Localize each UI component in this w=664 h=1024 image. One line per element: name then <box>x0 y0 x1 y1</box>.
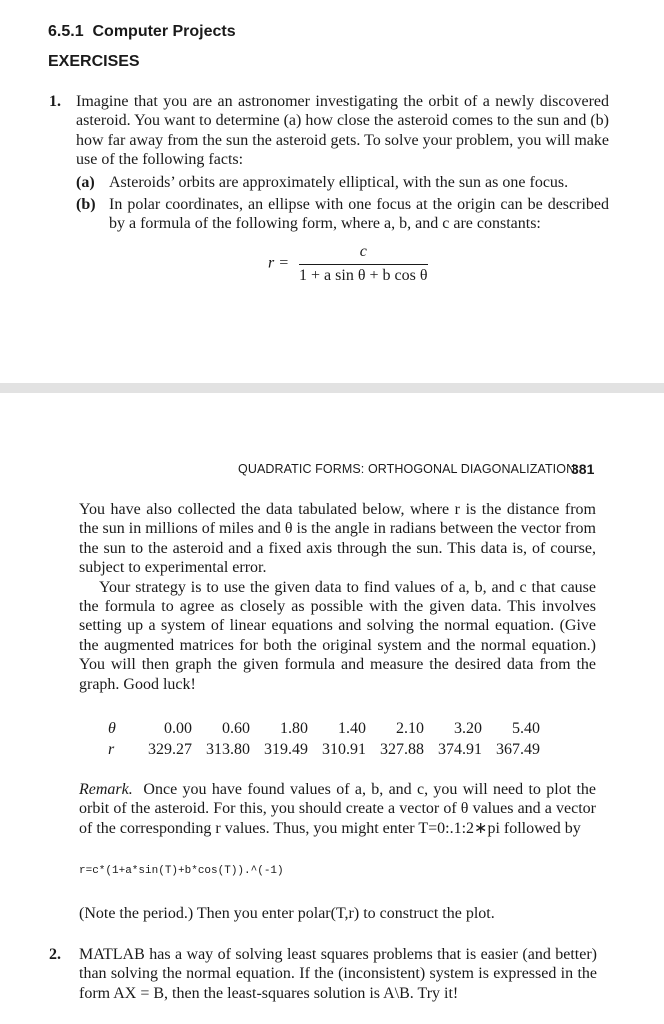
remark-text: Once you have found values of a, b, and c, you will need to plot the orbit of the asteroid. For this, you should create a vector of θ values and a vector of the corresponding r values. Thus, you might enter T=0:.1:2∗pi followed by <box>79 781 597 837</box>
formula-lhs: r = <box>268 254 290 272</box>
section-number: 6.5.1 <box>48 23 84 40</box>
row-label-theta: θ <box>108 719 116 737</box>
remark-label: Remark. <box>79 781 133 798</box>
table-cell: 1.40 <box>338 719 366 737</box>
table-cell: 319.49 <box>264 740 308 758</box>
data-table <box>108 718 540 760</box>
table-cell: 329.27 <box>148 740 192 758</box>
item-label: (b) <box>76 196 96 214</box>
item-text: In polar coordinates, an ellipse with one focus at the origin can be described by a formula of the following form, where a, b, and c are constants: <box>109 196 609 233</box>
formula-denominator: 1 + a sin θ + b cos θ <box>299 267 428 284</box>
table-cell: 0.60 <box>222 719 250 737</box>
remark-note: (Note the period.) Then you enter polar(T,r) to construct the plot. <box>79 905 495 922</box>
code-snippet: r=c*(1+a*sin(T)+b*cos(T)).^(-1) <box>79 865 284 877</box>
table-cell: 310.91 <box>322 740 366 758</box>
page-number: 381 <box>571 461 595 477</box>
table-cell: 327.88 <box>380 740 424 758</box>
ellipse-formula <box>268 243 428 285</box>
exercise-1 <box>49 92 609 234</box>
exercise-1-intro: Imagine that you are an astronomer investigating the orbit of a newly discovered asteroid. You want to determine (a) how close the asteroid comes to the sun and (b) how far away from the sun the asteroid gets. To solve your problem, you will make use of the following facts: <box>76 93 609 169</box>
row-label-r: r <box>108 740 115 758</box>
continuation-text <box>79 500 596 694</box>
exercise-1-item-b <box>49 195 609 234</box>
running-head: QUADRATIC FORMS: ORTHOGONAL DIAGONALIZATION <box>238 462 576 476</box>
continuation-para-1: You have also collected the data tabulated below, where r is the distance from the sun in millions of miles and θ is the angle in radians between the vector from the sun to the asteroid and a fixed axis through the sun. This data is, of course, subject to experimental error. <box>79 501 596 577</box>
table-row-r <box>108 739 540 760</box>
exercise-2 <box>49 945 597 1003</box>
remark <box>79 780 596 838</box>
table-row-theta <box>108 718 540 739</box>
table-cell: 0.00 <box>164 719 192 737</box>
exercise-1-item-a <box>49 173 609 192</box>
exercise-number: 2. <box>49 946 61 963</box>
table-cell: 1.80 <box>280 719 308 737</box>
exercise-number: 1. <box>49 93 61 110</box>
table-cell: 367.49 <box>496 740 540 758</box>
table-cell: 3.20 <box>454 719 482 737</box>
item-label: (a) <box>76 173 95 191</box>
section-heading <box>48 23 236 41</box>
table-cell: 5.40 <box>512 719 540 737</box>
continuation-para-2: Your strategy is to use the given data to find values of a, b, and c that cause the formula to agree as closely as possible with the given data. This involves setting up a system of linear equations and solving the normal equation. (Give the augmented matrices for both the original system and the normal equation.) You will then graph the given formula and measure the desired data from the graph. Good luck! <box>79 578 596 693</box>
formula-fraction <box>299 243 427 285</box>
table-cell: 2.10 <box>396 719 424 737</box>
formula-numerator: c <box>299 243 427 265</box>
exercise-2-text: MATLAB has a way of solving least squares problems that is easier (and better) than solving the normal equation. If the (inconsistent) system is expressed in the form AX = B, then the least-squares solution is A\B. Try it! <box>79 946 597 1002</box>
table-cell: 313.80 <box>206 740 250 758</box>
item-text: Asteroids’ orbits are approximately elliptical, with the sun as one focus. <box>109 173 569 191</box>
page-divider <box>0 383 664 393</box>
section-title: Computer Projects <box>92 23 236 40</box>
exercises-heading: EXERCISES <box>48 53 140 70</box>
table-cell: 374.91 <box>438 740 482 758</box>
